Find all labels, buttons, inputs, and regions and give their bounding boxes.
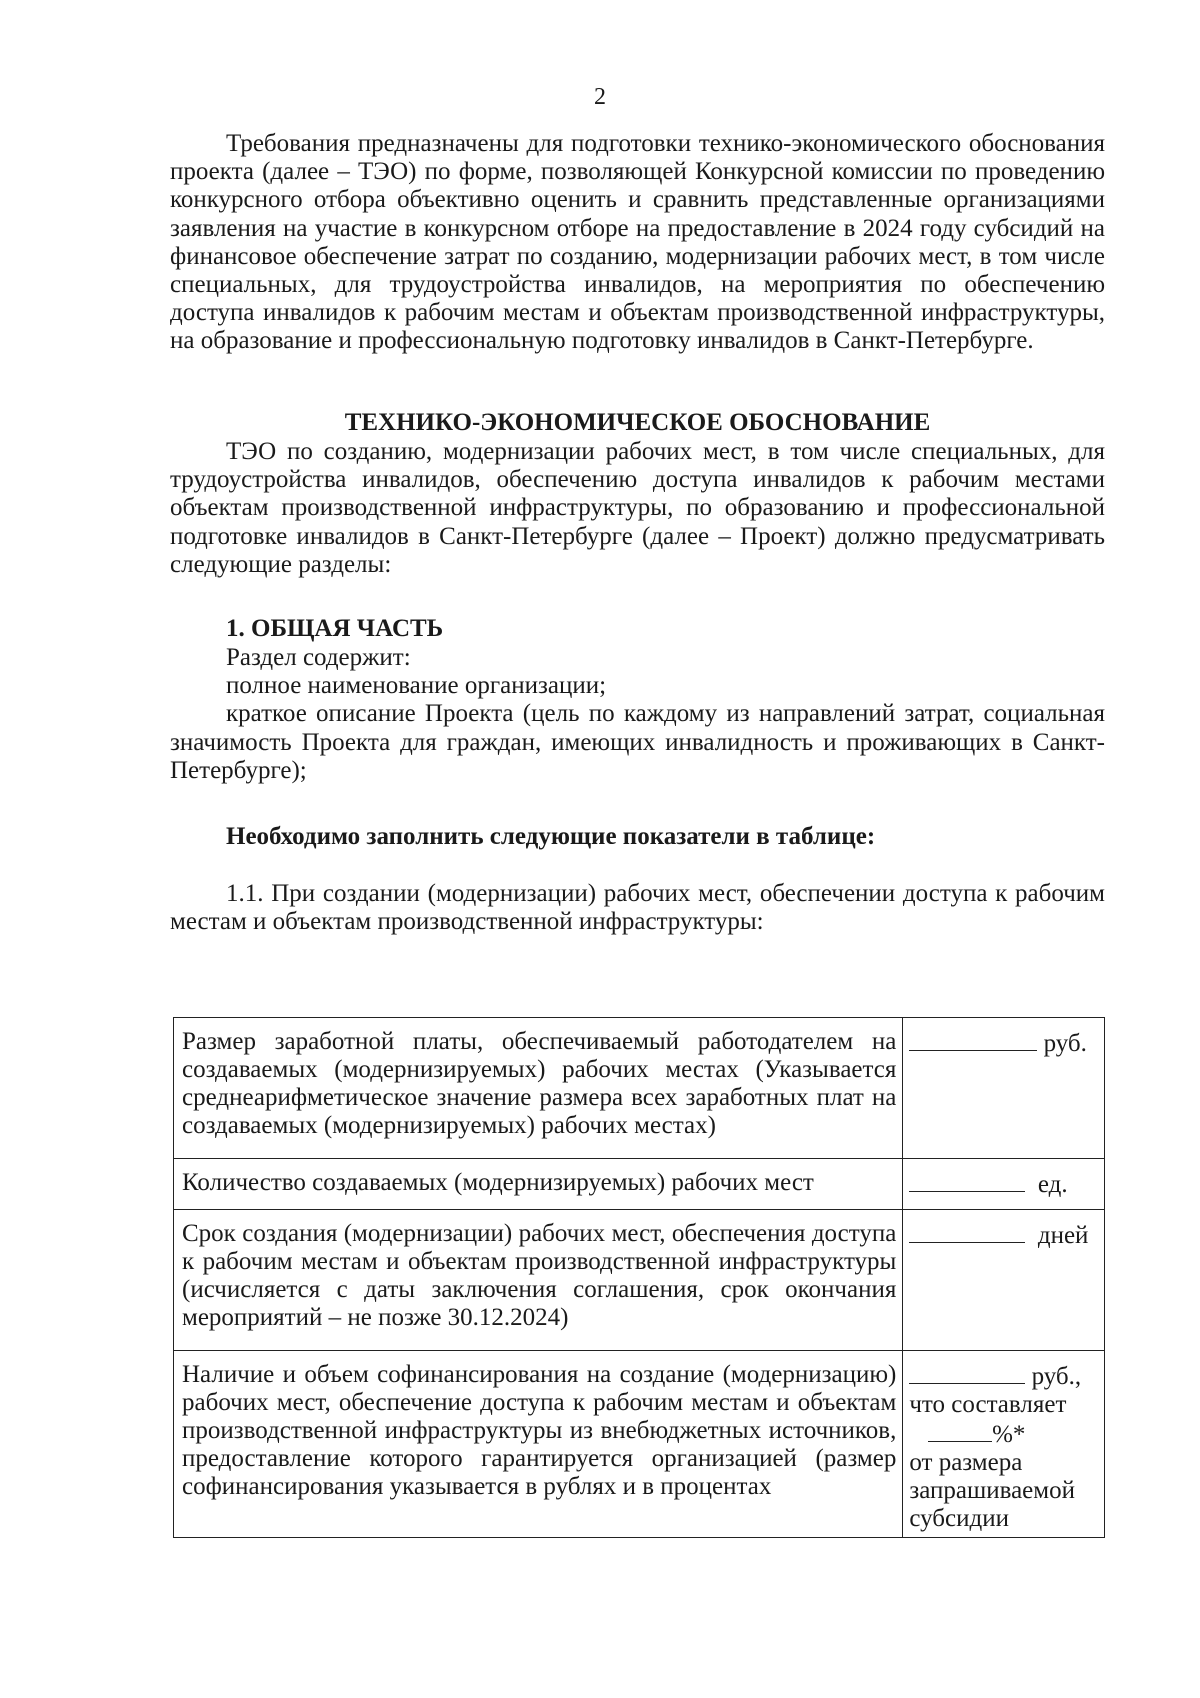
intro-block bbox=[170, 130, 1105, 356]
section-1-heading: 1. ОБЩАЯ ЧАСТЬ bbox=[226, 615, 444, 642]
unit-label: дней bbox=[1037, 1222, 1089, 1249]
blank-field[interactable] bbox=[909, 1361, 1025, 1384]
table-cell-label: Размер заработной платы, обеспечиваемый работодателем на создаваемых (модернизируемых) рабочих местах (Указывается среднеарифметическое значение размера всех заработных плат на создаваемых (модернизируемых) рабочих местах) bbox=[174, 1018, 903, 1159]
unit-label: руб., bbox=[1031, 1363, 1082, 1390]
blank-field[interactable] bbox=[928, 1419, 992, 1442]
fill-instruction: Необходимо заполнить следующие показатели в таблице: bbox=[226, 823, 876, 850]
subsection-1-1: 1.1. При создании (модернизации) рабочих мест, обеспечении доступа к рабочим местам и объектам производственной инфраструктуры: bbox=[170, 880, 1105, 936]
section-1-description: краткое описание Проекта (цель по каждому из направлений затрат, социальная значимость Проекта для граждан, имеющих инвалидность и проживающих в Санкт-Петербурге); bbox=[170, 700, 1105, 784]
subsection-1-1-block bbox=[170, 880, 1105, 936]
indicators-table bbox=[173, 1017, 1105, 1538]
section-1-contains: Раздел содержит: bbox=[226, 644, 411, 671]
value-text: субсидии bbox=[909, 1505, 1009, 1532]
page-number: 2 bbox=[594, 84, 606, 110]
table-row bbox=[174, 1159, 1105, 1210]
unit-label: руб. bbox=[1043, 1030, 1087, 1057]
value-text: от размера bbox=[909, 1449, 1023, 1476]
main-heading: ТЕХНИКО-ЭКОНОМИЧЕСКОЕ ОБОСНОВАНИЕ bbox=[344, 409, 931, 436]
section-1-org-name: полное наименование организации; bbox=[226, 672, 607, 700]
table-cell-value bbox=[903, 1018, 1105, 1159]
percent-label: %* bbox=[992, 1421, 1026, 1448]
blank-field[interactable] bbox=[909, 1220, 1025, 1243]
table-cell-value bbox=[903, 1159, 1105, 1210]
value-text: что составляет bbox=[909, 1391, 1067, 1418]
table-cell-value bbox=[903, 1351, 1105, 1538]
blank-field[interactable] bbox=[909, 1169, 1025, 1192]
value-text: запрашиваемой bbox=[909, 1477, 1075, 1504]
table-cell-label: Срок создания (модернизации) рабочих мест, обеспечения доступа к рабочим местам и объектам производственной инфраструктуры (исчисляется с даты заключения соглашения, срок окончания мероприятий – не позже 30.12.2024) bbox=[174, 1210, 903, 1351]
unit-label: ед. bbox=[1037, 1171, 1068, 1198]
section-1-block bbox=[170, 614, 1105, 785]
table-row bbox=[174, 1210, 1105, 1351]
table-row bbox=[174, 1018, 1105, 1159]
table-row bbox=[174, 1351, 1105, 1538]
teo-paragraph: ТЭО по созданию, модернизации рабочих мест, в том числе специальных, для трудоустройства инвалидов, обеспечению доступа инвалидов к рабочим местами объектам производственной инфраструктуры, по образованию и профессиональной подготовке инвалидов в Санкт-Петербурге (далее – Проект) должно предусматривать следующие разделы: bbox=[170, 438, 1105, 578]
blank-field[interactable] bbox=[909, 1028, 1037, 1051]
main-heading-block bbox=[170, 408, 1105, 579]
table-cell-value bbox=[903, 1210, 1105, 1351]
table-cell-label: Наличие и объем софинансирования на создание (модернизацию) рабочих мест, обеспечение доступа к рабочим местам и объектам производственной инфраструктуры из внебюджетных источников, предоставление которого гарантируется организацией (размер софинансирования указывается в рублях и в процентах bbox=[174, 1351, 903, 1538]
fill-instruction-block bbox=[170, 822, 1105, 852]
intro-paragraph: Требования предназначены для подготовки технико-экономического обоснования проекта (далее – ТЭО) по форме, позволяющей Конкурсной комиссии по проведению конкурсного отбора объективно оценить и сравнить представленные организациями заявления на участие в конкурсном отборе на предоставление в 2024 году субсидий на финансовое обеспечение затрат по созданию, модернизации рабочих мест, в том числе специальных, для трудоустройства инвалидов, на мероприятия по обеспечению доступа инвалидов к рабочим местам и объектам производственной инфраструктуры, на образование и профессиональную подготовку инвалидов в Санкт-Петербурге. bbox=[170, 130, 1105, 355]
table-cell-label: Количество создаваемых (модернизируемых) рабочих мест bbox=[174, 1159, 903, 1210]
